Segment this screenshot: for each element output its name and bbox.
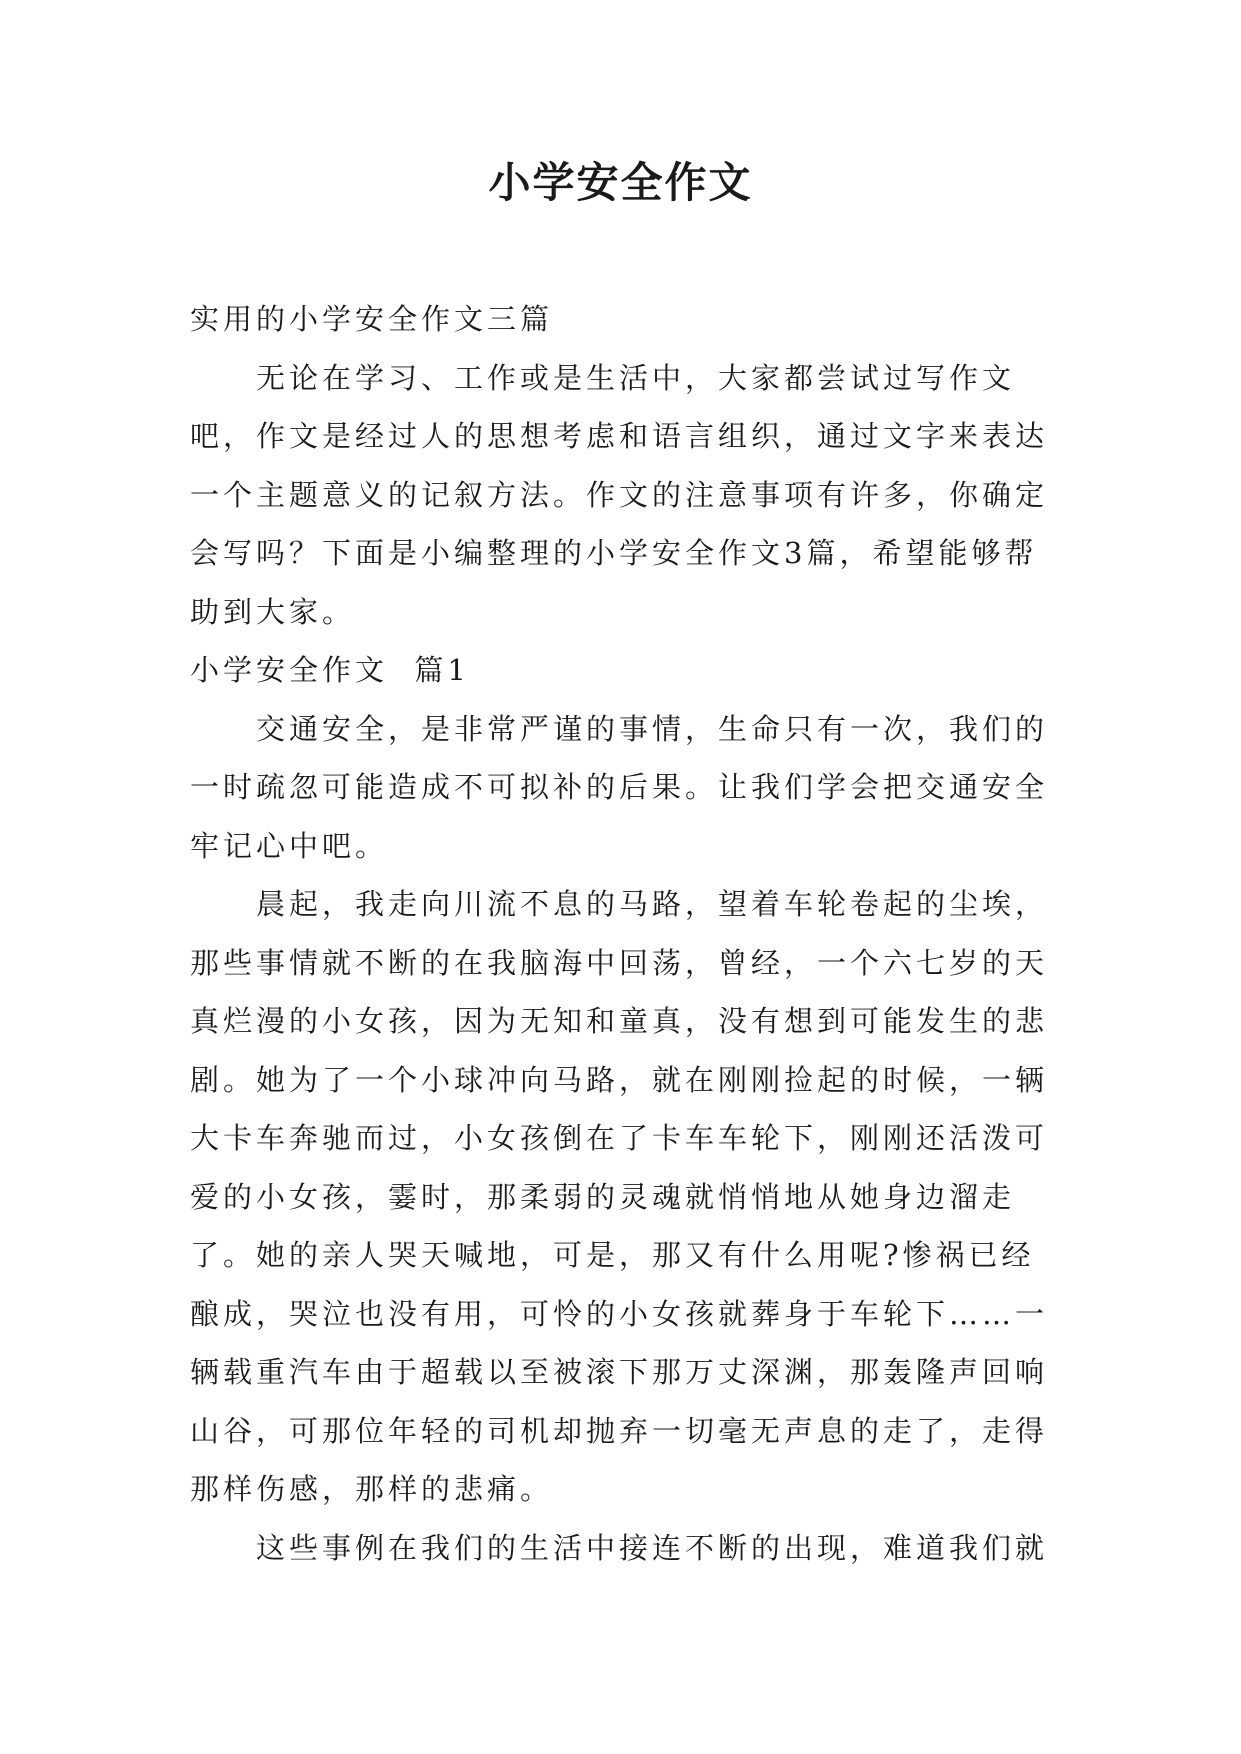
body-paragraph-3: 这些事例在我们的生活中接连不断的出现，难道我们就 xyxy=(256,1530,1049,1565)
section-heading: 小学安全作文 篇1 xyxy=(190,653,470,687)
document-title: 小学安全作文 xyxy=(488,158,753,207)
document-body xyxy=(190,290,1060,1577)
intro-paragraph: 无论在学习、工作或是生活中，大家都尝试过写作文吧，作文是经过人的思想考虑和语言组织，通过文字来表达一个主题意义的记叙方法。作文的注意事项有许多，你确定会写吗？下面是小编整理的小学安全作文3篇，希望能够帮助到大家。 xyxy=(190,360,1049,629)
body-paragraph-2: 晨起，我走向川流不息的马路，望着车轮卷起的尘埃，那些事情就不断的在我脑海中回荡，曾经，一个六七岁的天真烂漫的小女孩，因为无知和童真，没有想到可能发生的悲剧。她为了一个小球冲向马路，就在刚刚捡起的时候，一辆大卡车奔驰而过，小女孩倒在了卡车车轮下，刚刚还活泼可爱的小女孩，霎时，那柔弱的灵魂就悄悄地从她身边溜走了。她的亲人哭天喊地，可是，那又有什么用呢?惨祸已经酿成，哭泣也没有用，可怜的小女孩就葬身于车轮下……一辆载重汽车由于超载以至被滚下那万丈深渊，那轰隆声回响山谷，可那位年轻的司机却抛弃一切毫无声息的走了，走得那样伤感，那样的悲痛。 xyxy=(190,887,1049,1506)
body-paragraph-1: 交通安全，是非常严谨的事情，生命只有一次，我们的一时疏忽可能造成不可拟补的后果。让我们学会把交通安全牢记心中吧。 xyxy=(190,711,1049,863)
document-subtitle: 实用的小学安全作文三篇 xyxy=(190,302,554,336)
